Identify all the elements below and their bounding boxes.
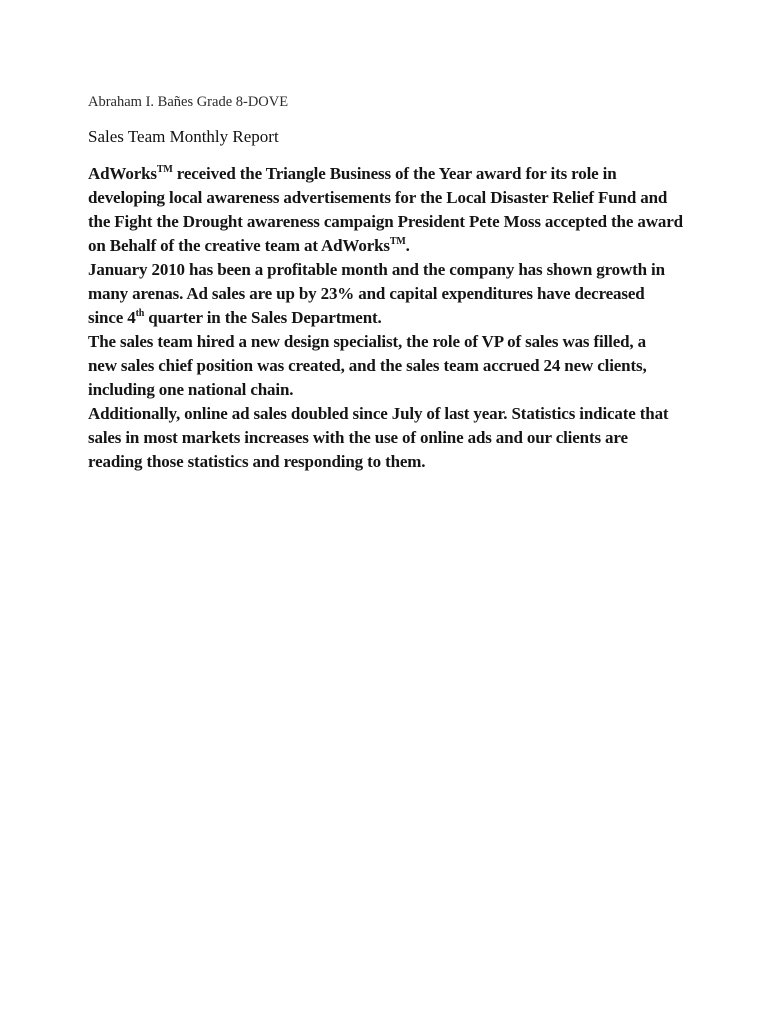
body-line	[88, 282, 688, 306]
body-text-segment: reading those statistics and responding to them.	[88, 452, 426, 471]
body-line	[88, 402, 688, 426]
body-text-segment: quarter in the Sales Department.	[144, 308, 382, 327]
author-line: Abraham I. Bañes Grade 8-DOVE	[88, 94, 289, 110]
body-line	[88, 450, 688, 474]
body-text-segment: received the Triangle Business of the Year award for its role in	[172, 164, 617, 183]
body-text-segment: on Behalf of the creative team at AdWorks	[88, 236, 390, 255]
body-line	[88, 306, 688, 330]
report-title: Sales Team Monthly Report	[88, 127, 279, 146]
body-text-segment: developing local awareness advertisements for the Local Disaster Relief Fund and	[88, 188, 668, 207]
superscript-text: TM	[156, 164, 173, 175]
body-text-segment: January 2010 has been a profitable month and the company has shown growth in	[88, 260, 665, 279]
body-text-segment: .	[405, 236, 410, 255]
body-line	[88, 426, 688, 450]
body-line	[88, 234, 688, 258]
body-text-segment: many arenas. Ad sales are up by 23% and capital expenditures have decreased	[88, 284, 645, 303]
body-line	[88, 162, 688, 186]
superscript-text: th	[135, 308, 145, 319]
body-line	[88, 258, 688, 282]
body-text-segment: AdWorks	[88, 164, 157, 183]
body-line	[88, 210, 688, 234]
body-text-segment: Additionally, online ad sales doubled since July of last year. Statistics indicate that	[88, 404, 669, 423]
body-text-segment: The sales team hired a new design specialist, the role of VP of sales was filled, a	[88, 332, 646, 351]
body-text-segment: since 4	[88, 308, 136, 327]
body-line	[88, 354, 688, 378]
body-text-segment: new sales chief position was created, and the sales team accrued 24 new clients,	[88, 356, 647, 375]
body-line	[88, 378, 688, 402]
body-text-segment: including one national chain.	[88, 380, 294, 399]
report-body	[88, 162, 688, 474]
body-line	[88, 186, 688, 210]
body-text-segment: sales in most markets increases with the use of online ads and our clients are	[88, 428, 628, 447]
superscript-text: TM	[389, 236, 406, 247]
body-line	[88, 330, 688, 354]
body-text-segment: the Fight the Drought awareness campaign President Pete Moss accepted the award	[88, 212, 683, 231]
